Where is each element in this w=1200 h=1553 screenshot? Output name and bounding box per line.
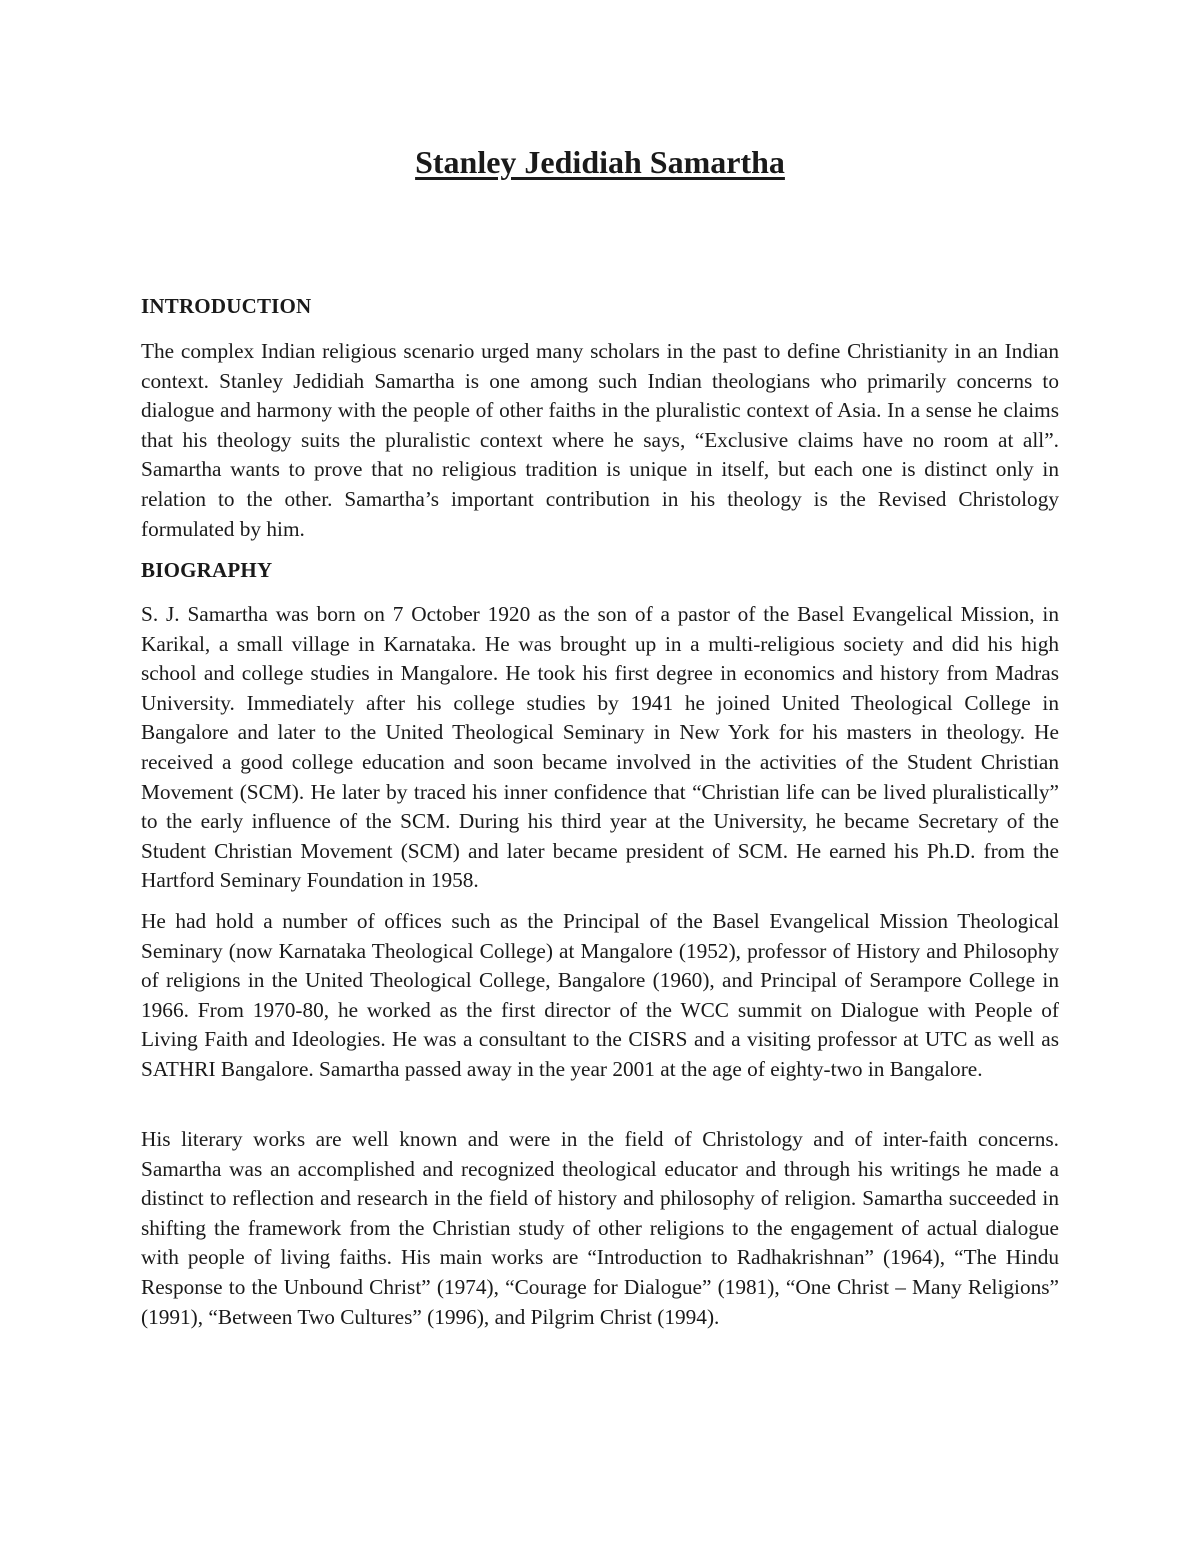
section-heading-biography: BIOGRAPHY	[141, 558, 273, 582]
document-title: Stanley Jedidiah Samartha	[415, 144, 785, 180]
section-heading-introduction: INTRODUCTION	[141, 294, 312, 318]
biography-paragraph: S. J. Samartha was born on 7 October 1920 as the son of a pastor of the Basel Evangelical Mission, in Karikal, a small village in Karnataka. He was brought up in a multi-religious society and did his high school and college studies in Mangalore. He took his first degree in economics and history from Madras University. Immediately after his college studies by 1941 he joined United Theological College in Bangalore and later to the United Theological Seminary in New York for his masters in theology. He received a good college education and soon became involved in the activities of the Student Christian Movement (SCM). He later by traced his inner confidence that “Christian life can be lived pluralistically” to the early influence of the SCM. During his third year at the University, he became Secretary of the Student Christian Movement (SCM) and later became president of SCM. He earned his Ph.D. from the Hartford Seminary Foundation in 1958.	[141, 602, 1059, 893]
biography-paragraph: His literary works are well known and were in the field of Christology and of inter-faith concerns. Samartha was an accomplished and recognized theological educator and through his writings he made a distinct to reflection and research in the field of history and philosophy of religion. Samartha succeeded in shifting the framework from the Christian study of other religions to the engagement of actual dialogue with people of living faiths. His main works are “Introduction to Radhakrishnan” (1964), “The Hindu Response to the Unbound Christ” (1974), “Courage for Dialogue” (1981), “One Christ – Many Religions” (1991), “Between Two Cultures” (1996), and Pilgrim Christ (1994).	[141, 1127, 1059, 1329]
biography-paragraph: He had hold a number of offices such as the Principal of the Basel Evangelical Mission Theological Seminary (now Karnataka Theological College) at Mangalore (1952), professor of History and Philosophy of religions in the United Theological College, Bangalore (1960), and Principal of Serampore College in 1966. From 1970-80, he worked as the first director of the WCC summit on Dialogue with People of Living Faith and Ideologies. He was a consultant to the CISRS and a visiting professor at UTC as well as SATHRI Bangalore. Samartha passed away in the year 2001 at the age of eighty-two in Bangalore.	[141, 909, 1059, 1081]
introduction-paragraph: The complex Indian religious scenario urged many scholars in the past to define Christianity in an Indian context. Stanley Jedidiah Samartha is one among such Indian theologians who primarily concerns to dialogue and harmony with the people of other faiths in the pluralistic context of Asia. In a sense he claims that his theology suits the pluralistic context where he says, “Exclusive claims have no room at all”. Samartha wants to prove that no religious tradition is unique in itself, but each one is distinct only in relation to the other. Samartha’s important contribution in his theology is the Revised Christology formulated by him.	[141, 339, 1059, 541]
